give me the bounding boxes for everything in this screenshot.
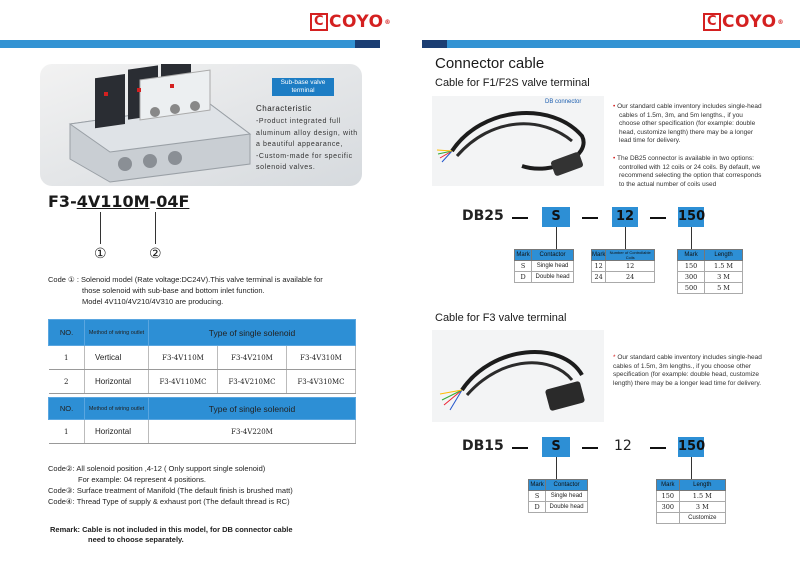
bullet-dot: •	[613, 155, 616, 162]
table-row	[529, 491, 588, 502]
model-part2: 04F	[156, 192, 190, 211]
table-row	[49, 420, 356, 444]
bullet-line: choose other specification (for example: double	[619, 120, 756, 127]
characteristic-block	[256, 104, 360, 174]
code-label: Code②	[48, 464, 73, 473]
td-mark: 150	[657, 491, 680, 502]
bullet-line: Our standard cable inventory includes single-head	[617, 103, 762, 110]
dash	[512, 447, 528, 449]
connector-line	[625, 227, 626, 249]
td-value: 24	[606, 272, 655, 283]
connector-title: Connector cable	[435, 55, 545, 72]
connector-line	[691, 227, 692, 249]
dash	[582, 217, 598, 219]
code-text: : Thread Type of supply & exhaust port (The default thread is RC)	[72, 497, 290, 506]
table-row	[678, 272, 743, 283]
td-mark: 12	[592, 261, 606, 272]
table-row	[529, 502, 588, 513]
col-no: NO.	[49, 398, 85, 420]
td-mark: S	[529, 491, 546, 502]
td-value: 3 M	[705, 272, 743, 283]
db25-contactor-table	[514, 249, 574, 283]
model-prefix: F3-	[48, 192, 77, 211]
bullet-line: recommend selecting the option that corresponds	[619, 172, 762, 179]
td-mark: 150	[678, 261, 705, 272]
bullet-line: to the actual number of coils used	[619, 180, 717, 188]
characteristic-heading: Characteristic	[256, 104, 312, 113]
logo-text: COYO	[722, 12, 777, 32]
bullet-line: Our standard cable inventory includes single-head	[617, 354, 762, 361]
marker-2: ②	[149, 246, 162, 262]
characteristic-line: aluminum alloy design, with	[256, 129, 358, 137]
table-row	[515, 272, 574, 283]
bullet-line: cables of 1.5m, 3m, and 5m lengths., if you	[619, 111, 743, 119]
cell-no: 1	[49, 420, 85, 444]
td-value: 1.5 M	[705, 261, 743, 272]
bullet-line: cables of 1.5m, 3m lengths., if you choose other	[613, 362, 752, 370]
table-row	[678, 283, 743, 294]
table-row	[592, 272, 655, 283]
td-mark: 300	[678, 272, 705, 283]
db25-code: DB25	[462, 208, 504, 224]
db25-box-s: S	[542, 207, 570, 227]
th-coils: Number of Controllable Coils	[606, 250, 655, 261]
db15-contactor-table	[528, 479, 588, 513]
bullet-dot: •	[613, 103, 616, 110]
code1-line: Solenoid model (Rate voltage:DC24V).This valve terminal is available for	[81, 275, 323, 284]
code-label: Code③	[48, 486, 73, 495]
cell-type: F3-4V210M	[218, 346, 287, 370]
col-no: NO.	[49, 320, 85, 346]
th-mark: Mark	[515, 250, 532, 261]
header-bar-navy-left	[355, 40, 380, 48]
connector-line	[556, 457, 557, 479]
marker-1: ①	[94, 246, 107, 262]
td-value: 12	[606, 261, 655, 272]
th-mark: Mark	[529, 480, 546, 491]
col-method: Method of wiring outlet	[85, 320, 149, 346]
characteristic-line: a beautiful appearance,	[256, 141, 343, 148]
table-row	[678, 261, 743, 272]
logo-c-letter: C	[310, 13, 328, 31]
subtitle-f1f2s: Cable for F1/F2S valve terminal	[435, 77, 590, 89]
remark-line: Remark: Cable is not included in this model, for DB connector cable	[50, 525, 293, 534]
col-method: Method of wiring outlet	[85, 398, 149, 420]
model-code	[48, 192, 189, 211]
code1-label: Code ① :	[48, 275, 79, 284]
code1-line: Model 4V110/4V210/4V310 are producing.	[82, 297, 224, 306]
td-mark: D	[515, 272, 532, 283]
brand-logo-left	[310, 12, 391, 32]
td-value: 3 M	[679, 502, 725, 513]
table-row	[592, 261, 655, 272]
characteristic-line: solenoid valves.	[256, 164, 316, 171]
col-type: Type of single solenoid	[149, 398, 356, 420]
db25-coils-table	[591, 249, 655, 283]
cell-method: Horizontal	[85, 370, 149, 394]
logo-text: COYO	[329, 12, 384, 32]
cable-illustration	[432, 330, 604, 422]
dash	[650, 447, 666, 449]
table-row	[49, 370, 356, 394]
code1-line: those solenoid with sub-base and bottom inlet function.	[82, 286, 265, 295]
td-value: 1.5 M	[679, 491, 725, 502]
table-row	[657, 513, 726, 524]
logo-c-letter: C	[703, 13, 721, 31]
dash	[512, 217, 528, 219]
brand-logo-right	[703, 12, 784, 32]
codes-list	[48, 463, 368, 507]
bullet-line: controlled with 12 coils or 24 coils. By default, we	[619, 163, 761, 171]
model-part1: 4V110M	[76, 192, 150, 211]
header-bar-blue-right	[447, 40, 800, 48]
td-value: Double head	[546, 502, 588, 513]
cable-illustration	[432, 96, 604, 186]
table-row	[515, 261, 574, 272]
cell-no: 2	[49, 370, 85, 394]
bullet-f1f2s-1	[613, 103, 783, 146]
db25-cable-photo	[432, 96, 604, 186]
db-connector-label: DB connector	[545, 99, 582, 105]
db15-box-150: 150	[678, 437, 704, 457]
code-text: : All solenoid position ,4-12 ( Only support single solenoid)	[72, 464, 266, 473]
bullet-line: The DB25 connector is available in two options:	[616, 155, 754, 162]
solenoid-table-2	[48, 397, 356, 444]
td-value: Single head	[546, 491, 588, 502]
code1-description	[48, 274, 368, 307]
db15-length-table	[656, 479, 726, 524]
cell-type: F3-4V310MC	[287, 370, 356, 394]
code-text: For example: 04 represent 4 positions.	[78, 475, 206, 484]
subtitle-f3: Cable for F3 valve terminal	[435, 312, 567, 324]
table-row	[49, 346, 356, 370]
marker-line-2	[155, 212, 156, 244]
th-mark: Mark	[592, 250, 606, 261]
db15-box-s: S	[542, 437, 570, 457]
td-mark: 300	[657, 502, 680, 513]
remark	[50, 525, 380, 545]
bullet-line: specification (for example: double head, customize	[613, 371, 759, 378]
bullet-f1f2s-2	[613, 155, 783, 189]
bullet-f3	[613, 354, 783, 388]
cell-no: 1	[49, 346, 85, 370]
db15-code: DB15	[462, 438, 504, 454]
bullet-dot: *	[613, 354, 616, 361]
db15-value-12: 12	[614, 438, 632, 454]
sub-base-badge: Sub-base valve terminal	[272, 78, 334, 96]
td-mark: 500	[678, 283, 705, 294]
logo-registered: ®	[777, 18, 785, 26]
td-value: Single head	[532, 261, 574, 272]
connector-line	[691, 457, 692, 479]
bullet-line: head, customize length) there may be a longer	[619, 128, 754, 136]
td-value: Double head	[532, 272, 574, 283]
db25-box-150: 150	[678, 207, 704, 227]
header-bar-blue-left	[0, 40, 380, 48]
cell-method: Vertical	[85, 346, 149, 370]
cell-method: Horizontal	[85, 420, 149, 444]
db25-length-table	[677, 249, 743, 294]
bullet-line: lead time for delivery.	[619, 137, 681, 144]
td-mark	[657, 513, 680, 524]
cell-type: F3-4V220M	[149, 420, 356, 444]
solenoid-table-1	[48, 319, 356, 394]
code-label: Code④	[48, 497, 73, 506]
th-contactor: Contactor	[546, 480, 588, 491]
dash	[582, 447, 598, 449]
cell-type: F3-4V310M	[287, 346, 356, 370]
db25-box-12: 12	[612, 207, 638, 227]
header-bar-navy-right	[422, 40, 447, 48]
remark-line: need to choose separately.	[88, 535, 184, 544]
cell-type: F3-4V210MC	[218, 370, 287, 394]
cell-type: F3-4V110MC	[149, 370, 218, 394]
model-sep: -	[149, 192, 157, 211]
td-mark: D	[529, 502, 546, 513]
th-mark: Mark	[657, 480, 680, 491]
characteristic-line: -Product integrated full	[256, 118, 341, 125]
td-mark: 24	[592, 272, 606, 283]
dash	[650, 217, 666, 219]
marker-line-1	[100, 212, 101, 244]
th-contactor: Contactor	[532, 250, 574, 261]
td-value: Customize	[679, 513, 725, 524]
table-row	[657, 502, 726, 513]
connector-line	[556, 227, 557, 249]
th-length: Length	[705, 250, 743, 261]
td-mark: S	[515, 261, 532, 272]
logo-registered: ®	[384, 18, 392, 26]
characteristic-line: -Custom-made for specific	[256, 152, 353, 160]
th-length: Length	[679, 480, 725, 491]
code-text: : Surface treatment of Manifold (The default finish is brushed matt)	[72, 486, 293, 495]
col-type: Type of single solenoid	[149, 320, 356, 346]
td-value: 5 M	[705, 283, 743, 294]
th-mark: Mark	[678, 250, 705, 261]
cell-type: F3-4V110M	[149, 346, 218, 370]
table-row	[657, 491, 726, 502]
db15-cable-photo	[432, 330, 604, 422]
bullet-line: length) there may be a longer lead time for delivery.	[613, 379, 762, 387]
